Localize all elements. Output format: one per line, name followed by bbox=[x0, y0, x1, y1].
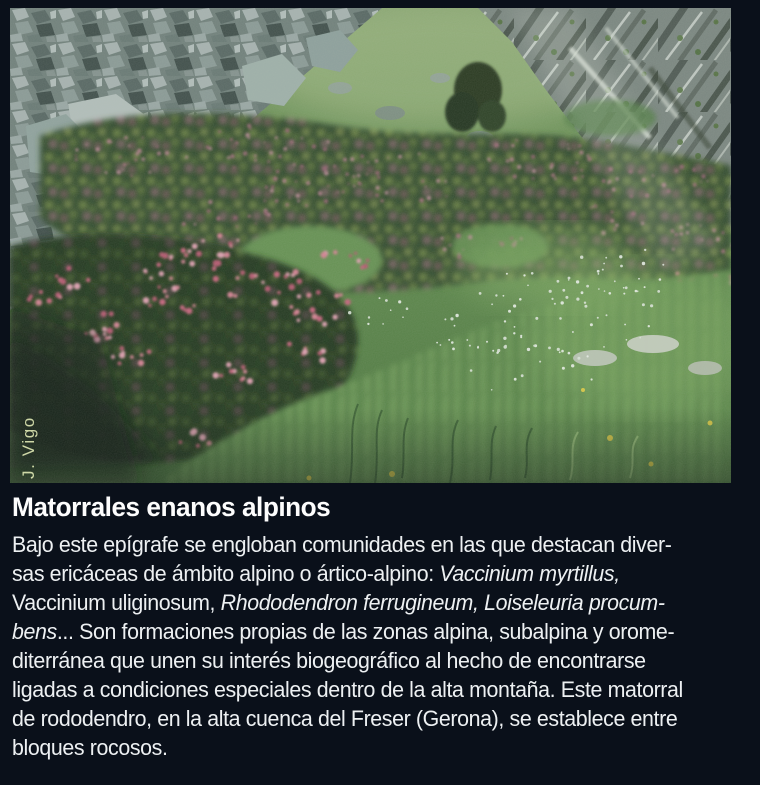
caption-body bbox=[12, 530, 752, 762]
caption-line: Bajo este epígrafe se engloban comunidades en las que destacan diver- bbox=[12, 532, 672, 557]
caption-line: sas ericáceas de ámbito alpino o ártico-alpino: Vaccinium myrtillus, bbox=[12, 561, 620, 586]
caption bbox=[12, 492, 752, 762]
habitat-photo bbox=[10, 8, 731, 483]
caption-title: Matorrales enanos alpinos bbox=[12, 492, 331, 522]
caption-line: Vaccinium uliginosum, Rhododendron ferrugineum, Loiseleuria procum- bbox=[12, 590, 665, 615]
caption-line: ligadas a condiciones especiales dentro de la alta montaña. Este matorral bbox=[12, 677, 683, 702]
photo-credit: J. Vigo bbox=[19, 416, 38, 479]
caption-line: diterránea que unen su interés biogeográfico al hecho de encontrarse bbox=[12, 648, 646, 673]
caption-line: bloques rocosos. bbox=[12, 735, 168, 760]
caption-line: bens... Son formaciones propias de las zonas alpina, subalpina y orome- bbox=[12, 619, 675, 644]
caption-line: de rododendro, en la alta cuenca del Freser (Gerona), se establece entre bbox=[12, 706, 678, 731]
habitat-photo-illustration bbox=[10, 8, 731, 483]
